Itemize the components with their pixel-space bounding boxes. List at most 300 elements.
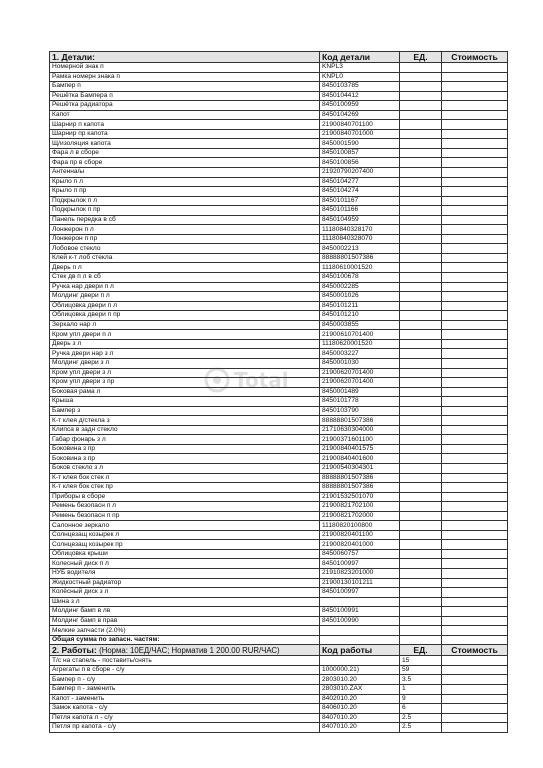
table-row bbox=[50, 244, 508, 254]
part-unit bbox=[400, 110, 442, 120]
part-cost bbox=[442, 416, 508, 426]
part-cost bbox=[442, 339, 508, 349]
part-code: 21710630304000 bbox=[320, 425, 400, 435]
part-name: Лобовое стекло bbox=[50, 244, 320, 254]
part-cost bbox=[442, 473, 508, 483]
table-row bbox=[50, 397, 508, 407]
part-unit bbox=[400, 168, 442, 178]
part-unit bbox=[400, 244, 442, 254]
part-code: 21900371601100 bbox=[320, 435, 400, 445]
work-code: 8407010.20 bbox=[320, 713, 400, 723]
part-cost bbox=[442, 483, 508, 493]
part-unit bbox=[400, 187, 442, 197]
part-unit bbox=[400, 349, 442, 359]
part-cost bbox=[442, 120, 508, 130]
part-name: Колёсный диск з л bbox=[50, 588, 320, 598]
part-code: 21900820401100 bbox=[320, 530, 400, 540]
part-unit bbox=[400, 511, 442, 521]
work-name: Т/с на стапель - поставить/снять bbox=[50, 656, 320, 666]
part-code: 8450100997 bbox=[320, 559, 400, 569]
part-cost bbox=[442, 311, 508, 321]
part-unit bbox=[400, 129, 442, 139]
table-row bbox=[50, 444, 508, 454]
part-name: Облицовка крыши bbox=[50, 549, 320, 559]
part-cost bbox=[442, 225, 508, 235]
part-name: К-т клея д/стекла з bbox=[50, 416, 320, 426]
part-name: Бампер з bbox=[50, 406, 320, 416]
work-cost bbox=[442, 704, 508, 714]
table-row bbox=[50, 358, 508, 368]
part-unit bbox=[400, 263, 442, 273]
part-name: Бампер п bbox=[50, 82, 320, 92]
part-code: 21900840701100 bbox=[320, 120, 400, 130]
part-unit bbox=[400, 101, 442, 111]
table-row bbox=[50, 694, 508, 704]
part-name: Клипса в задн стекло bbox=[50, 425, 320, 435]
part-unit bbox=[400, 72, 442, 82]
part-code: 11180620001520 bbox=[320, 339, 400, 349]
table-row bbox=[50, 616, 508, 626]
part-unit bbox=[400, 206, 442, 216]
part-code: 8450104412 bbox=[320, 91, 400, 101]
part-unit bbox=[400, 139, 442, 149]
part-cost bbox=[442, 263, 508, 273]
table-row bbox=[50, 454, 508, 464]
table-row bbox=[50, 225, 508, 235]
part-name: Рамка номерн знака п bbox=[50, 72, 320, 82]
work-name: Агрегаты п в сборе - с/у bbox=[50, 665, 320, 675]
table-row bbox=[50, 511, 508, 521]
parts-col-cost: Стоимость bbox=[442, 52, 508, 63]
part-unit bbox=[400, 559, 442, 569]
table-row bbox=[50, 406, 508, 416]
part-cost bbox=[442, 425, 508, 435]
part-code: 8450103785 bbox=[320, 82, 400, 92]
table-row bbox=[50, 675, 508, 685]
part-name: Капот bbox=[50, 110, 320, 120]
part-unit bbox=[400, 320, 442, 330]
table-row bbox=[50, 540, 508, 550]
work-code bbox=[320, 656, 400, 666]
part-name: Молдинг бамп в лв bbox=[50, 607, 320, 617]
part-code: 21900620701400 bbox=[320, 368, 400, 378]
part-name: Крыло п пр bbox=[50, 187, 320, 197]
part-name: Ручка двери нар з л bbox=[50, 349, 320, 359]
part-code: 21900610701400 bbox=[320, 330, 400, 340]
part-code: 21900130101211 bbox=[320, 578, 400, 588]
part-unit bbox=[400, 473, 442, 483]
work-name: Бампер п - с/у bbox=[50, 675, 320, 685]
part-code: 88888801507386 bbox=[320, 253, 400, 263]
work-name: Петля пр капота - с/у bbox=[50, 723, 320, 733]
part-unit bbox=[400, 339, 442, 349]
part-name: Молдинг двери п л bbox=[50, 292, 320, 302]
part-name: Шарнир п капота bbox=[50, 120, 320, 130]
part-code: 8450003227 bbox=[320, 349, 400, 359]
part-cost bbox=[442, 454, 508, 464]
part-cost bbox=[442, 349, 508, 359]
work-cost bbox=[442, 694, 508, 704]
part-unit bbox=[400, 568, 442, 578]
table-row bbox=[50, 349, 508, 359]
part-cost bbox=[442, 378, 508, 388]
parts-total-label: Общая сумма по запасн. частям: bbox=[50, 635, 320, 645]
part-code bbox=[320, 626, 400, 636]
part-cost bbox=[442, 578, 508, 588]
part-unit bbox=[400, 397, 442, 407]
works-title: 2. Работы: bbox=[52, 644, 97, 655]
part-name: Боковина з пр bbox=[50, 444, 320, 454]
part-code: 8450101210 bbox=[320, 311, 400, 321]
part-unit bbox=[400, 454, 442, 464]
table-row bbox=[50, 704, 508, 714]
work-units: 3.5 bbox=[400, 675, 442, 685]
work-cost bbox=[442, 665, 508, 675]
part-cost bbox=[442, 273, 508, 283]
part-name: Боковина з пр bbox=[50, 454, 320, 464]
part-code: 8450001030 bbox=[320, 358, 400, 368]
part-cost bbox=[442, 463, 508, 473]
part-unit bbox=[400, 492, 442, 502]
part-unit bbox=[400, 91, 442, 101]
part-unit bbox=[400, 177, 442, 187]
table-row bbox=[50, 473, 508, 483]
part-code: 88888801507386 bbox=[320, 483, 400, 493]
table-row bbox=[50, 626, 508, 636]
part-code: 11180820100800 bbox=[320, 521, 400, 531]
part-name: Ручка нар двери п л bbox=[50, 282, 320, 292]
part-code: 8450001026 bbox=[320, 292, 400, 302]
part-unit bbox=[400, 530, 442, 540]
table-row bbox=[50, 148, 508, 158]
table-row bbox=[50, 139, 508, 149]
part-code: 8450003855 bbox=[320, 320, 400, 330]
part-name: Салонное зеркало bbox=[50, 521, 320, 531]
part-cost bbox=[442, 521, 508, 531]
part-unit bbox=[400, 148, 442, 158]
part-cost bbox=[442, 320, 508, 330]
parts-section-title: 1. Детали: bbox=[50, 52, 320, 63]
part-unit bbox=[400, 82, 442, 92]
parts-total-cost bbox=[442, 635, 508, 645]
table-row bbox=[50, 656, 508, 666]
part-unit bbox=[400, 234, 442, 244]
part-cost bbox=[442, 626, 508, 636]
part-unit bbox=[400, 253, 442, 263]
part-name: Панель передка в сб bbox=[50, 215, 320, 225]
part-unit bbox=[400, 63, 442, 73]
work-units: 59 bbox=[400, 665, 442, 675]
part-code: 21900840401575 bbox=[320, 444, 400, 454]
part-name: Фара л в сборе bbox=[50, 148, 320, 158]
table-row bbox=[50, 521, 508, 531]
works-col-unit: ЕД. bbox=[400, 645, 442, 656]
table-row bbox=[50, 110, 508, 120]
work-name: Замок капота - с/у bbox=[50, 704, 320, 714]
part-code: 11180840328070 bbox=[320, 234, 400, 244]
part-unit bbox=[400, 282, 442, 292]
part-unit bbox=[400, 406, 442, 416]
part-unit bbox=[400, 616, 442, 626]
part-name: Мелкие запчасти (2.0%) bbox=[50, 626, 320, 636]
table-row bbox=[50, 101, 508, 111]
part-code: KNPL0 bbox=[320, 72, 400, 82]
part-code: 21910823201000 bbox=[320, 568, 400, 578]
part-unit bbox=[400, 330, 442, 340]
table-row bbox=[50, 665, 508, 675]
part-name: Дверь з л bbox=[50, 339, 320, 349]
part-name: Приборы в сборе bbox=[50, 492, 320, 502]
work-code: 2803010.20 bbox=[320, 675, 400, 685]
part-name: Солнцезащ козырек пр bbox=[50, 540, 320, 550]
table-row bbox=[50, 158, 508, 168]
part-code: 88888801507386 bbox=[320, 416, 400, 426]
estimate-sheet bbox=[49, 51, 507, 733]
table-row bbox=[50, 301, 508, 311]
parts-total-unit bbox=[400, 635, 442, 645]
table-row bbox=[50, 339, 508, 349]
part-cost bbox=[442, 253, 508, 263]
part-name: Крыло п л bbox=[50, 177, 320, 187]
part-cost bbox=[442, 292, 508, 302]
part-cost bbox=[442, 444, 508, 454]
part-code: 8450101211 bbox=[320, 301, 400, 311]
part-cost bbox=[442, 616, 508, 626]
part-unit bbox=[400, 378, 442, 388]
part-unit bbox=[400, 120, 442, 130]
part-code: 8450100990 bbox=[320, 616, 400, 626]
part-code: 8450101166 bbox=[320, 206, 400, 216]
part-unit bbox=[400, 540, 442, 550]
part-code: 8450101167 bbox=[320, 196, 400, 206]
part-name: Молдинг двери з л bbox=[50, 358, 320, 368]
part-cost bbox=[442, 540, 508, 550]
part-code: 8450001590 bbox=[320, 139, 400, 149]
parts-total-code bbox=[320, 635, 400, 645]
part-cost bbox=[442, 206, 508, 216]
work-cost bbox=[442, 656, 508, 666]
part-cost bbox=[442, 187, 508, 197]
works-header-row bbox=[50, 645, 508, 656]
work-cost bbox=[442, 713, 508, 723]
part-code: 21900540304301 bbox=[320, 463, 400, 473]
part-cost bbox=[442, 139, 508, 149]
table-row bbox=[50, 685, 508, 695]
part-name: Фара пр в сборе bbox=[50, 158, 320, 168]
table-row bbox=[50, 607, 508, 617]
part-code: 8450100991 bbox=[320, 607, 400, 617]
table-row bbox=[50, 177, 508, 187]
part-code: 21900821702000 bbox=[320, 511, 400, 521]
work-units: 9 bbox=[400, 694, 442, 704]
table-row bbox=[50, 463, 508, 473]
part-code: 8450100997 bbox=[320, 588, 400, 598]
parts-col-code: Код детали bbox=[320, 52, 400, 63]
table-row bbox=[50, 63, 508, 73]
part-code: 8450002213 bbox=[320, 244, 400, 254]
part-code: 8450104269 bbox=[320, 110, 400, 120]
table-row bbox=[50, 425, 508, 435]
part-cost bbox=[442, 607, 508, 617]
part-name: Клей к-т лоб стекла bbox=[50, 253, 320, 263]
table-row bbox=[50, 253, 508, 263]
part-unit bbox=[400, 597, 442, 607]
part-name: Решётка радиатора bbox=[50, 101, 320, 111]
part-code: 8450100856 bbox=[320, 158, 400, 168]
table-row bbox=[50, 559, 508, 569]
part-code: KNPL3 bbox=[320, 63, 400, 73]
table-row bbox=[50, 713, 508, 723]
part-unit bbox=[400, 292, 442, 302]
table-row bbox=[50, 435, 508, 445]
table-row bbox=[50, 206, 508, 216]
part-cost bbox=[442, 397, 508, 407]
part-cost bbox=[442, 511, 508, 521]
part-name: Молдинг бамп в прав bbox=[50, 616, 320, 626]
part-name: К-т клея бок стек пр bbox=[50, 483, 320, 493]
part-name: Облицовка двери п пр bbox=[50, 311, 320, 321]
part-code bbox=[320, 597, 400, 607]
table-row bbox=[50, 311, 508, 321]
part-unit bbox=[400, 483, 442, 493]
part-unit bbox=[400, 521, 442, 531]
watermark-text: Total bbox=[234, 368, 289, 392]
part-unit bbox=[400, 387, 442, 397]
part-name: Дверь п л bbox=[50, 263, 320, 273]
table-row bbox=[50, 723, 508, 733]
part-unit bbox=[400, 368, 442, 378]
works-col-code: Код работы bbox=[320, 645, 400, 656]
work-units: 15 bbox=[400, 656, 442, 666]
table-row bbox=[50, 530, 508, 540]
part-code: 8450001489 bbox=[320, 387, 400, 397]
part-unit bbox=[400, 626, 442, 636]
part-unit bbox=[400, 463, 442, 473]
part-name: Подкрылок п л bbox=[50, 196, 320, 206]
part-name: К-т клея бок стек л bbox=[50, 473, 320, 483]
part-unit bbox=[400, 196, 442, 206]
part-code: 21900820401000 bbox=[320, 540, 400, 550]
part-cost bbox=[442, 282, 508, 292]
part-cost bbox=[442, 492, 508, 502]
part-unit bbox=[400, 549, 442, 559]
part-unit bbox=[400, 225, 442, 235]
part-cost bbox=[442, 435, 508, 445]
part-code: 8450104959 bbox=[320, 215, 400, 225]
works-col-cost: Стоимость bbox=[442, 645, 508, 656]
part-cost bbox=[442, 368, 508, 378]
part-name: Решётка Бампера п bbox=[50, 91, 320, 101]
table-row bbox=[50, 263, 508, 273]
table-row bbox=[50, 492, 508, 502]
part-cost bbox=[442, 82, 508, 92]
part-cost bbox=[442, 158, 508, 168]
part-name: Ремень безопасн п л bbox=[50, 502, 320, 512]
table-row bbox=[50, 387, 508, 397]
work-cost bbox=[442, 675, 508, 685]
part-name: Шарнир пр капота bbox=[50, 129, 320, 139]
part-name: Жидкостный радиатор bbox=[50, 578, 320, 588]
part-name: Лонжерон п пр bbox=[50, 234, 320, 244]
part-cost bbox=[442, 597, 508, 607]
part-name: Антенна/ы bbox=[50, 168, 320, 178]
part-unit bbox=[400, 311, 442, 321]
parts-col-unit: ЕД. bbox=[400, 52, 442, 63]
part-name: Подкрылок п пр bbox=[50, 206, 320, 216]
part-name: Номерной знак п bbox=[50, 63, 320, 73]
part-cost bbox=[442, 530, 508, 540]
part-cost bbox=[442, 330, 508, 340]
part-code: 21900620701400 bbox=[320, 378, 400, 388]
parts-section bbox=[50, 52, 508, 645]
part-name: Щ/изоляция капота bbox=[50, 139, 320, 149]
table-row bbox=[50, 91, 508, 101]
part-name: Зеркало нар л bbox=[50, 320, 320, 330]
parts-header-row bbox=[50, 52, 508, 63]
part-code: 8450100678 bbox=[320, 273, 400, 283]
part-cost bbox=[442, 406, 508, 416]
part-unit bbox=[400, 158, 442, 168]
part-unit bbox=[400, 416, 442, 426]
table-row bbox=[50, 129, 508, 139]
part-cost bbox=[442, 91, 508, 101]
part-code: 8450002285 bbox=[320, 282, 400, 292]
work-cost bbox=[442, 723, 508, 733]
part-unit bbox=[400, 578, 442, 588]
part-cost bbox=[442, 215, 508, 225]
work-code: 1000000.21) bbox=[320, 665, 400, 675]
part-unit bbox=[400, 358, 442, 368]
part-code: 8450103790 bbox=[320, 406, 400, 416]
table-row bbox=[50, 273, 508, 283]
part-name: Крыша bbox=[50, 397, 320, 407]
table-row bbox=[50, 82, 508, 92]
work-code: 8402010.20 bbox=[320, 694, 400, 704]
part-name: Колесный диск п л bbox=[50, 559, 320, 569]
part-code: 8450104274 bbox=[320, 187, 400, 197]
works-note: (Норма: 10ЕД/ЧАС; Норматив 1 200.00 RUR/ЧАС) bbox=[99, 645, 280, 655]
work-code: 8407010.20 bbox=[320, 723, 400, 733]
parts-total-row bbox=[50, 635, 508, 645]
part-cost bbox=[442, 358, 508, 368]
table-row bbox=[50, 568, 508, 578]
table-row bbox=[50, 215, 508, 225]
table-row bbox=[50, 597, 508, 607]
part-code: 8450101778 bbox=[320, 397, 400, 407]
table-row bbox=[50, 320, 508, 330]
part-cost bbox=[442, 502, 508, 512]
part-name: Кром упл двери п л bbox=[50, 330, 320, 340]
table-row bbox=[50, 72, 508, 82]
table-row bbox=[50, 368, 508, 378]
part-code: 21901532501070 bbox=[320, 492, 400, 502]
part-name: Шина з л bbox=[50, 597, 320, 607]
part-cost bbox=[442, 129, 508, 139]
part-cost bbox=[442, 234, 508, 244]
part-name: Кром упл двери з л bbox=[50, 368, 320, 378]
part-cost bbox=[442, 301, 508, 311]
table-row bbox=[50, 234, 508, 244]
work-code: 2803010.ZAX bbox=[320, 685, 400, 695]
table-row bbox=[50, 168, 508, 178]
part-unit bbox=[400, 215, 442, 225]
table-row bbox=[50, 120, 508, 130]
part-code: 21900840701000 bbox=[320, 129, 400, 139]
part-name: Облицовка двери п л bbox=[50, 301, 320, 311]
table-row bbox=[50, 416, 508, 426]
part-cost bbox=[442, 101, 508, 111]
table-row bbox=[50, 187, 508, 197]
